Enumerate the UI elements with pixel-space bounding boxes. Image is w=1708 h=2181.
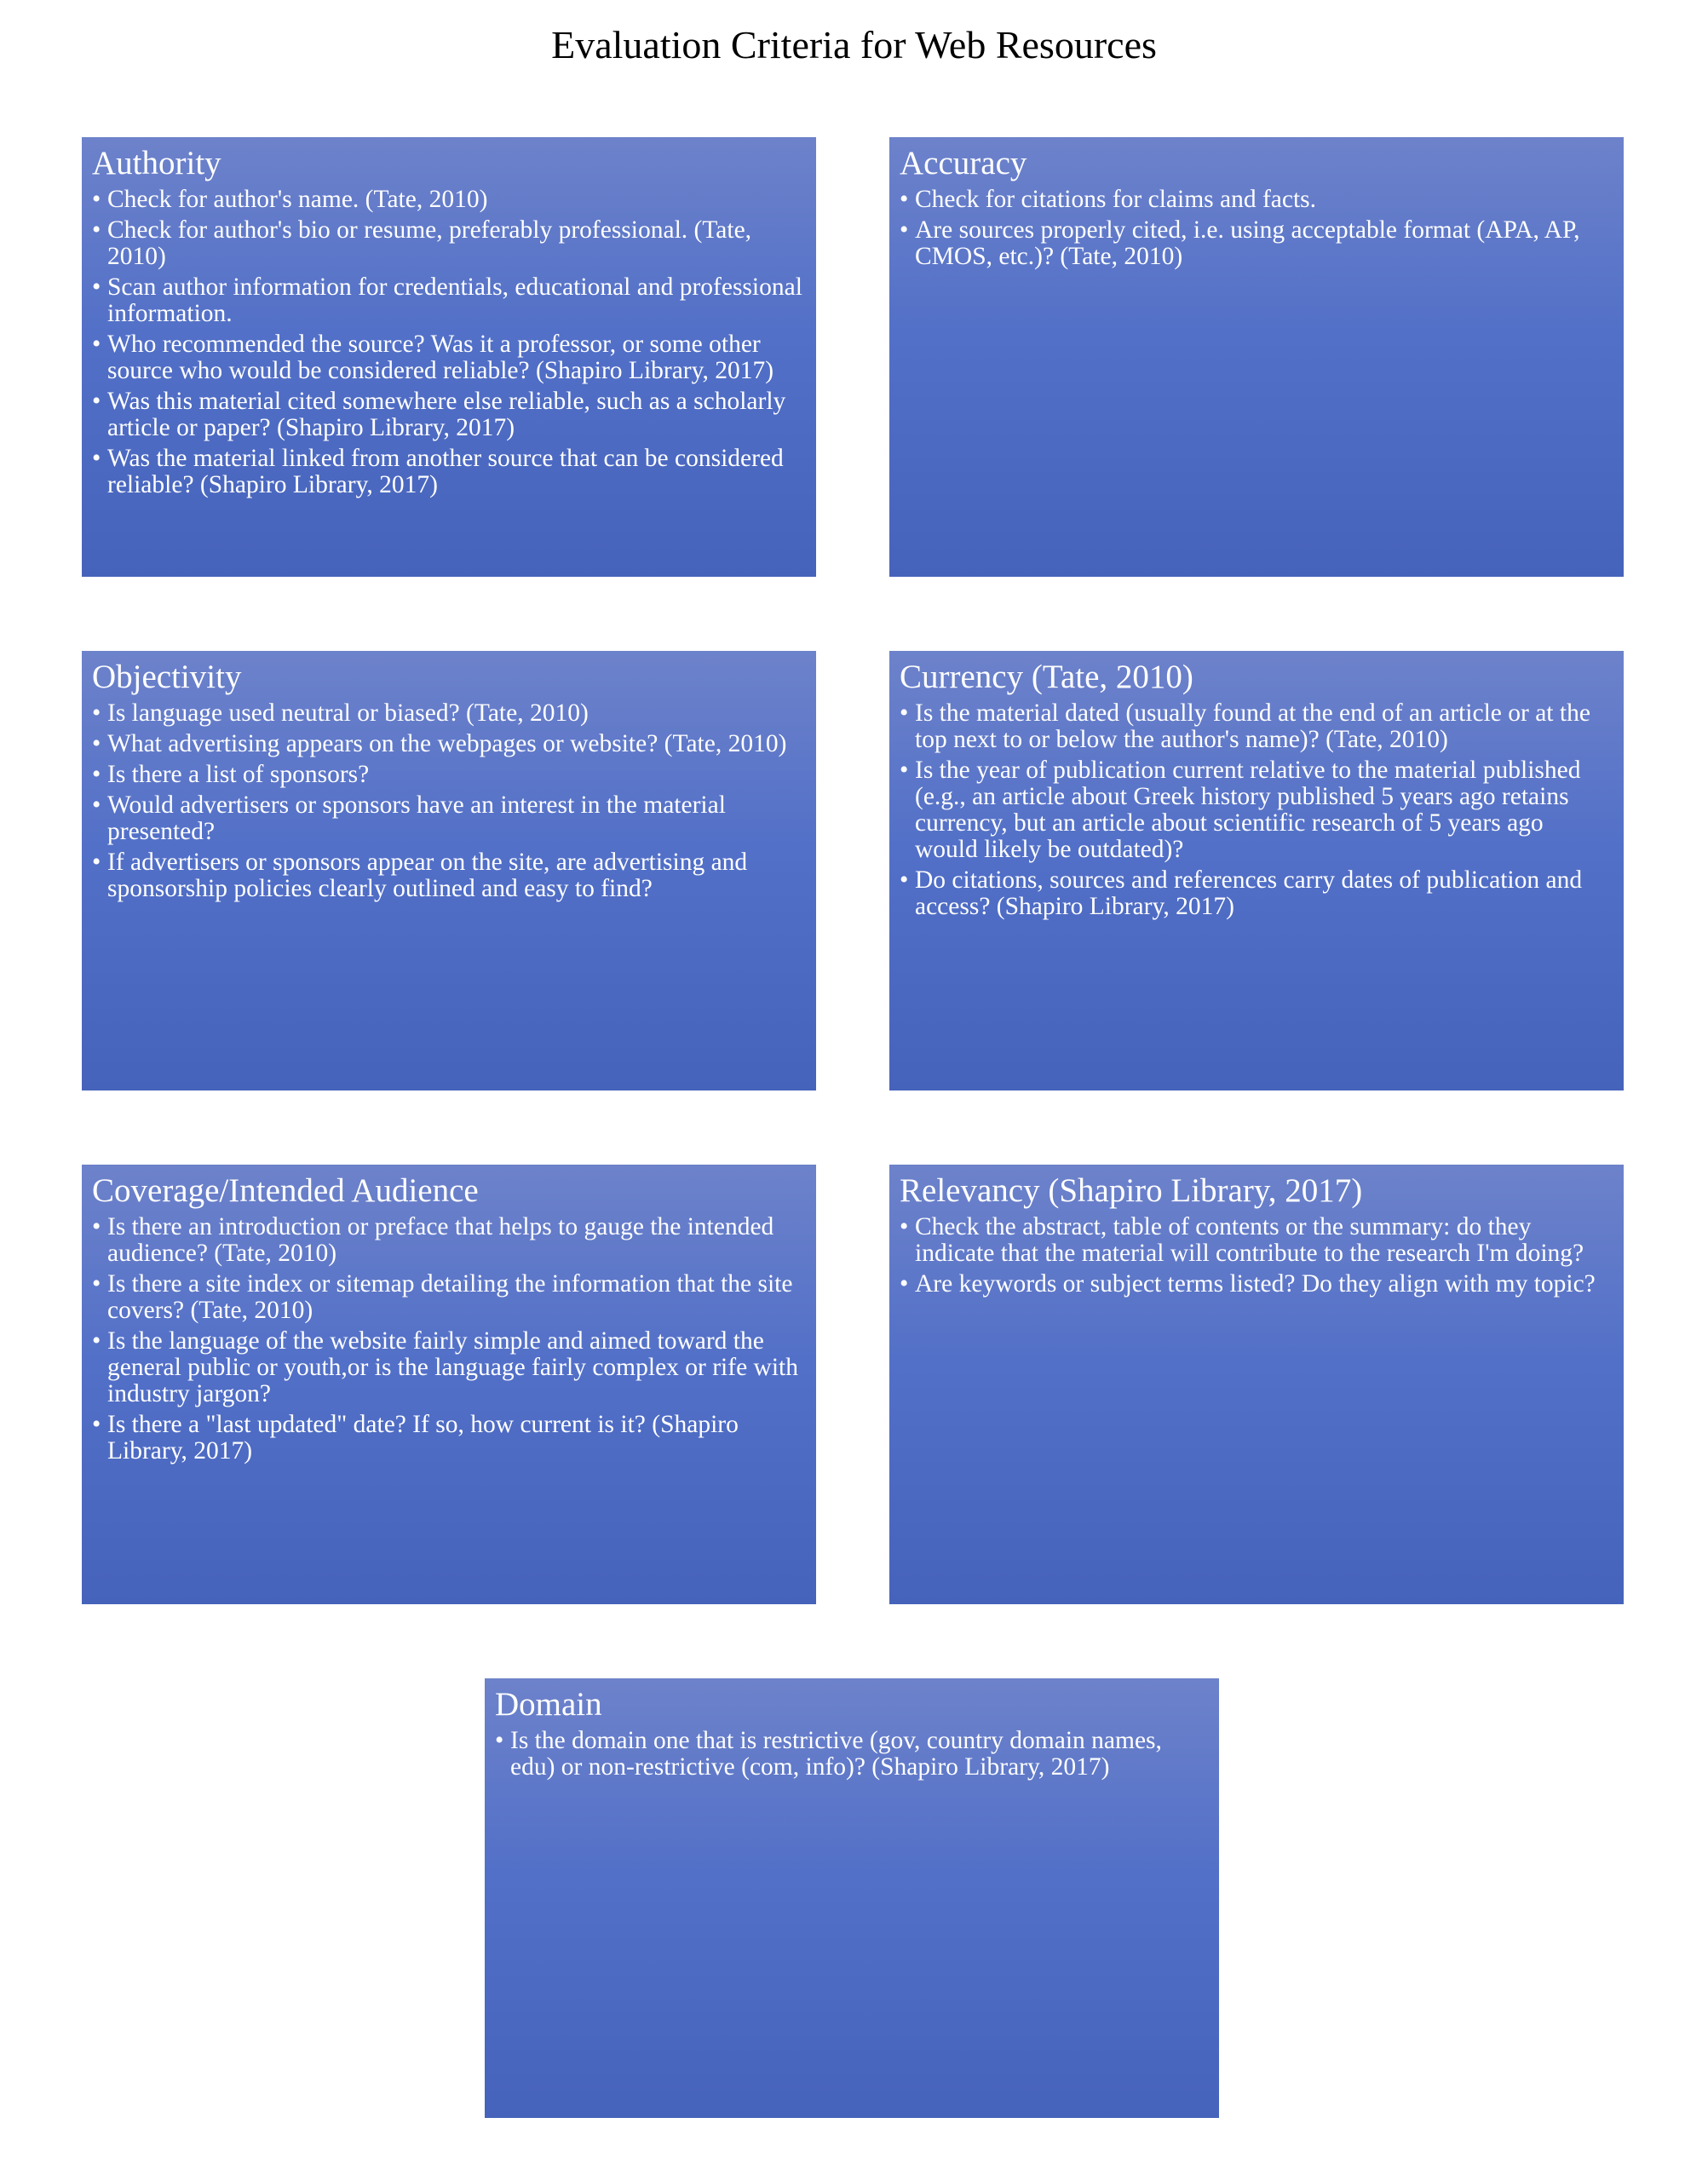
box-heading: Coverage/Intended Audience xyxy=(92,1172,479,1209)
box-heading: Authority xyxy=(92,145,221,181)
bullet-icon: • xyxy=(92,186,101,213)
criteria-item: • Do citations, sources and references carry dates of publication and access? (Shapiro Library, 2017) xyxy=(900,866,1583,920)
criteria-box-coverage xyxy=(82,1165,816,1604)
box-heading: Domain xyxy=(495,1686,602,1723)
criteria-item: • What advertising appears on the webpages or website? (Tate, 2010) xyxy=(92,730,787,757)
bullet-icon: • xyxy=(92,849,101,876)
bullet-icon: • xyxy=(92,388,101,415)
criteria-item: • Is the domain one that is restrictive (gov, country domain names, edu) or non-restrictive (com, info)? (Shapiro Library, 2017) xyxy=(495,1727,1162,1781)
bullet-icon: • xyxy=(900,1270,909,1298)
box-heading: Currency (Tate, 2010) xyxy=(900,659,1193,695)
criteria-box-accuracy xyxy=(889,137,1624,577)
bullet-icon: • xyxy=(92,730,101,757)
bullet-icon: • xyxy=(92,273,101,301)
bullet-icon: • xyxy=(92,1411,101,1438)
criteria-item: • Is the material dated (usually found at the end of an article or at the top next to or below the author's name)? (Tate, 2010) xyxy=(900,699,1590,753)
bullet-icon: • xyxy=(900,699,909,727)
criteria-list xyxy=(900,187,1612,270)
bullet-icon: • xyxy=(92,1270,101,1298)
criteria-item: • Are keywords or subject terms listed? Do they align with my topic? xyxy=(900,1270,1596,1298)
bullet-icon: • xyxy=(900,866,909,894)
criteria-item: • Check for author's bio or resume, preferably professional. (Tate, 2010) xyxy=(92,216,752,270)
criteria-item: • Check for citations for claims and facts. xyxy=(900,186,1317,213)
criteria-list xyxy=(92,700,804,902)
criteria-item: • If advertisers or sponsors appear on the site, are advertising and sponsorship policies clearly outlined and easy to find? xyxy=(92,849,748,902)
bullet-icon: • xyxy=(92,331,101,358)
criteria-list xyxy=(92,1214,804,1465)
bullet-icon: • xyxy=(900,186,909,213)
bullet-icon: • xyxy=(92,216,101,244)
criteria-item: • Is the year of publication current relative to the material published (e.g., an article about Greek history published 5 years ago retains currency, but an article about scientific research of 5 years ago would likely be outdated)? xyxy=(900,757,1581,863)
criteria-box-domain xyxy=(485,1678,1219,2118)
criteria-item: • Was this material cited somewhere else reliable, such as a scholarly article or paper? (Shapiro Library, 2017) xyxy=(92,388,786,441)
criteria-box-currency xyxy=(889,651,1624,1090)
bullet-icon: • xyxy=(900,1213,909,1240)
bullet-icon: • xyxy=(495,1727,504,1754)
criteria-item: • Check the abstract, table of contents or the summary: do they indicate that the material will contribute to the research I'm doing? xyxy=(900,1213,1584,1267)
criteria-item: • Was the material linked from another source that can be considered reliable? (Shapiro Library, 2017) xyxy=(92,445,784,498)
criteria-item: • Are sources properly cited, i.e. using acceptable format (APA, AP, CMOS, etc.)? (Tate, 2010) xyxy=(900,216,1580,270)
box-heading: Objectivity xyxy=(92,659,242,695)
bullet-icon: • xyxy=(92,699,101,727)
criteria-item: • Is there a list of sponsors? xyxy=(92,761,370,788)
criteria-item: • Is there a "last updated" date? If so, how current is it? (Shapiro Library, 2017) xyxy=(92,1411,739,1465)
box-heading: Relevancy (Shapiro Library, 2017) xyxy=(900,1172,1363,1209)
criteria-item: • Check for author's name. (Tate, 2010) xyxy=(92,186,488,213)
box-heading: Accuracy xyxy=(900,145,1027,181)
bullet-icon: • xyxy=(92,445,101,472)
criteria-item: • Is the language of the website fairly simple and aimed toward the general public or youth,or is the language fairly complex or rife with industry jargon? xyxy=(92,1327,798,1407)
criteria-list xyxy=(495,1728,1207,1781)
criteria-list xyxy=(900,1214,1612,1298)
bullet-icon: • xyxy=(92,761,101,788)
criteria-box-objectivity xyxy=(82,651,816,1090)
criteria-item: • Is there a site index or sitemap detailing the information that the site covers? (Tate, 2010) xyxy=(92,1270,793,1324)
criteria-item: • Scan author information for credentials, educational and professional information. xyxy=(92,273,802,327)
bullet-icon: • xyxy=(92,791,101,819)
criteria-item: • Would advertisers or sponsors have an interest in the material presented? xyxy=(92,791,726,845)
page-title: Evaluation Criteria for Web Resources xyxy=(551,23,1157,66)
criteria-item: • Is there an introduction or preface that helps to gauge the intended audience? (Tate, 2010) xyxy=(92,1213,774,1267)
criteria-list xyxy=(900,700,1612,920)
criteria-box-authority xyxy=(82,137,816,577)
bullet-icon: • xyxy=(92,1327,101,1355)
criteria-box-relevancy xyxy=(889,1165,1624,1604)
bullet-icon: • xyxy=(900,216,909,244)
bullet-icon: • xyxy=(92,1213,101,1240)
bullet-icon: • xyxy=(900,757,909,784)
criteria-item: • Who recommended the source? Was it a professor, or some other source who would be considered reliable? (Shapiro Library, 2017) xyxy=(92,331,774,384)
criteria-item: • Is language used neutral or biased? (Tate, 2010) xyxy=(92,699,589,727)
criteria-list xyxy=(92,187,804,498)
